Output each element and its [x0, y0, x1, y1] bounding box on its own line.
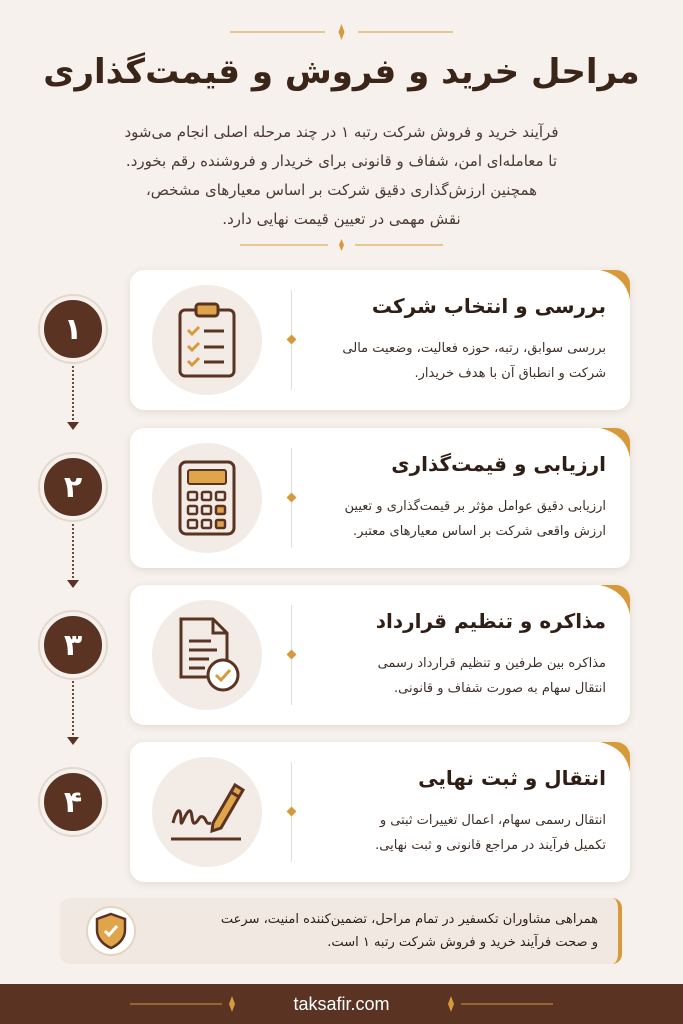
intro-line: فرآیند خرید و فروش شرکت رتبه ۱ در چند مرحله اصلی انجام می‌شود [124, 123, 559, 141]
desc-line: ارزیابی دقیق عوامل مؤثر بر قیمت‌گذاری و تعیین [344, 499, 606, 514]
document-check-icon [152, 600, 262, 710]
timeline-connector [72, 677, 74, 739]
step-number-4: ۴ [40, 769, 106, 835]
shield-check-icon [86, 906, 136, 956]
step-card-3 [130, 585, 630, 725]
note-text [160, 908, 598, 954]
desc-line: انتقال سهام به صورت شفاف و قانونی. [394, 681, 606, 696]
step-description [310, 336, 606, 386]
desc-line: ارزش واقعی شرکت بر اساس معیارهای معتبر. [353, 524, 606, 539]
desc-line: بررسی سوابق، رتبه، حوزه فعالیت، وضعیت مالی [342, 341, 606, 356]
intro-ornament [0, 238, 683, 252]
divider-diamond [287, 335, 297, 345]
step-number-1: ۱ [40, 296, 106, 362]
step-title: ارزیابی و قیمت‌گذاری [391, 452, 606, 476]
note-line: و صحت فرآیند خرید و فروش شرکت رتبه ۱ است. [327, 935, 598, 950]
step-description [310, 494, 606, 544]
step-number-3: ۳ [40, 612, 106, 678]
note-line: همراهی مشاوران تکسفیر در تمام مراحل، تضمین‌کننده امنیت، سرعت [220, 912, 598, 927]
step-title: انتقال و ثبت نهایی [418, 766, 606, 790]
step-card-1 [130, 270, 630, 410]
footer-bar [0, 984, 683, 1024]
step-card-2 [130, 428, 630, 568]
site-link[interactable]: taksafir.com [293, 993, 390, 1014]
step-title: بررسی و انتخاب شرکت [371, 294, 606, 318]
desc-line: مذاکره بین طرفین و تنظیم قرارداد رسمی [377, 656, 606, 671]
divider-diamond [287, 807, 297, 817]
timeline-arrow [67, 422, 79, 430]
page-title: مراحل خرید و فروش و قیمت‌گذاری [43, 52, 640, 92]
step-description [310, 651, 606, 701]
divider-diamond [287, 493, 297, 503]
intro-text [60, 118, 623, 234]
timeline-arrow [67, 580, 79, 588]
timeline-connector [72, 520, 74, 582]
step-number-2: ۲ [40, 454, 106, 520]
top-ornament [0, 22, 683, 42]
divider-diamond [287, 650, 297, 660]
timeline-arrow [67, 737, 79, 745]
desc-line: انتقال رسمی سهام، اعمال تغییرات ثبتی و [379, 813, 606, 828]
step-description [310, 808, 606, 858]
intro-line: نقش مهمی در تعیین قیمت نهایی دارد. [222, 210, 461, 228]
timeline-connector [72, 362, 74, 424]
intro-line: تا معامله‌ای امن، شفاف و قانونی برای خریدار و فروشنده رقم بخورد. [125, 152, 558, 170]
calculator-icon [152, 443, 262, 553]
desc-line: تکمیل فرآیند در مراجع قانونی و ثبت نهایی. [375, 838, 606, 853]
advisor-note [60, 898, 622, 964]
signature-pen-icon [152, 757, 262, 867]
step-title: مذاکره و تنظیم قرارداد [375, 609, 606, 633]
step-card-4 [130, 742, 630, 882]
desc-line: شرکت و انطباق آن با هدف خریدار. [414, 366, 606, 381]
clipboard-checklist-icon [152, 285, 262, 395]
intro-line: همچنین ارزش‌گذاری دقیق شرکت بر اساس معیارهای مشخص، [145, 181, 538, 199]
